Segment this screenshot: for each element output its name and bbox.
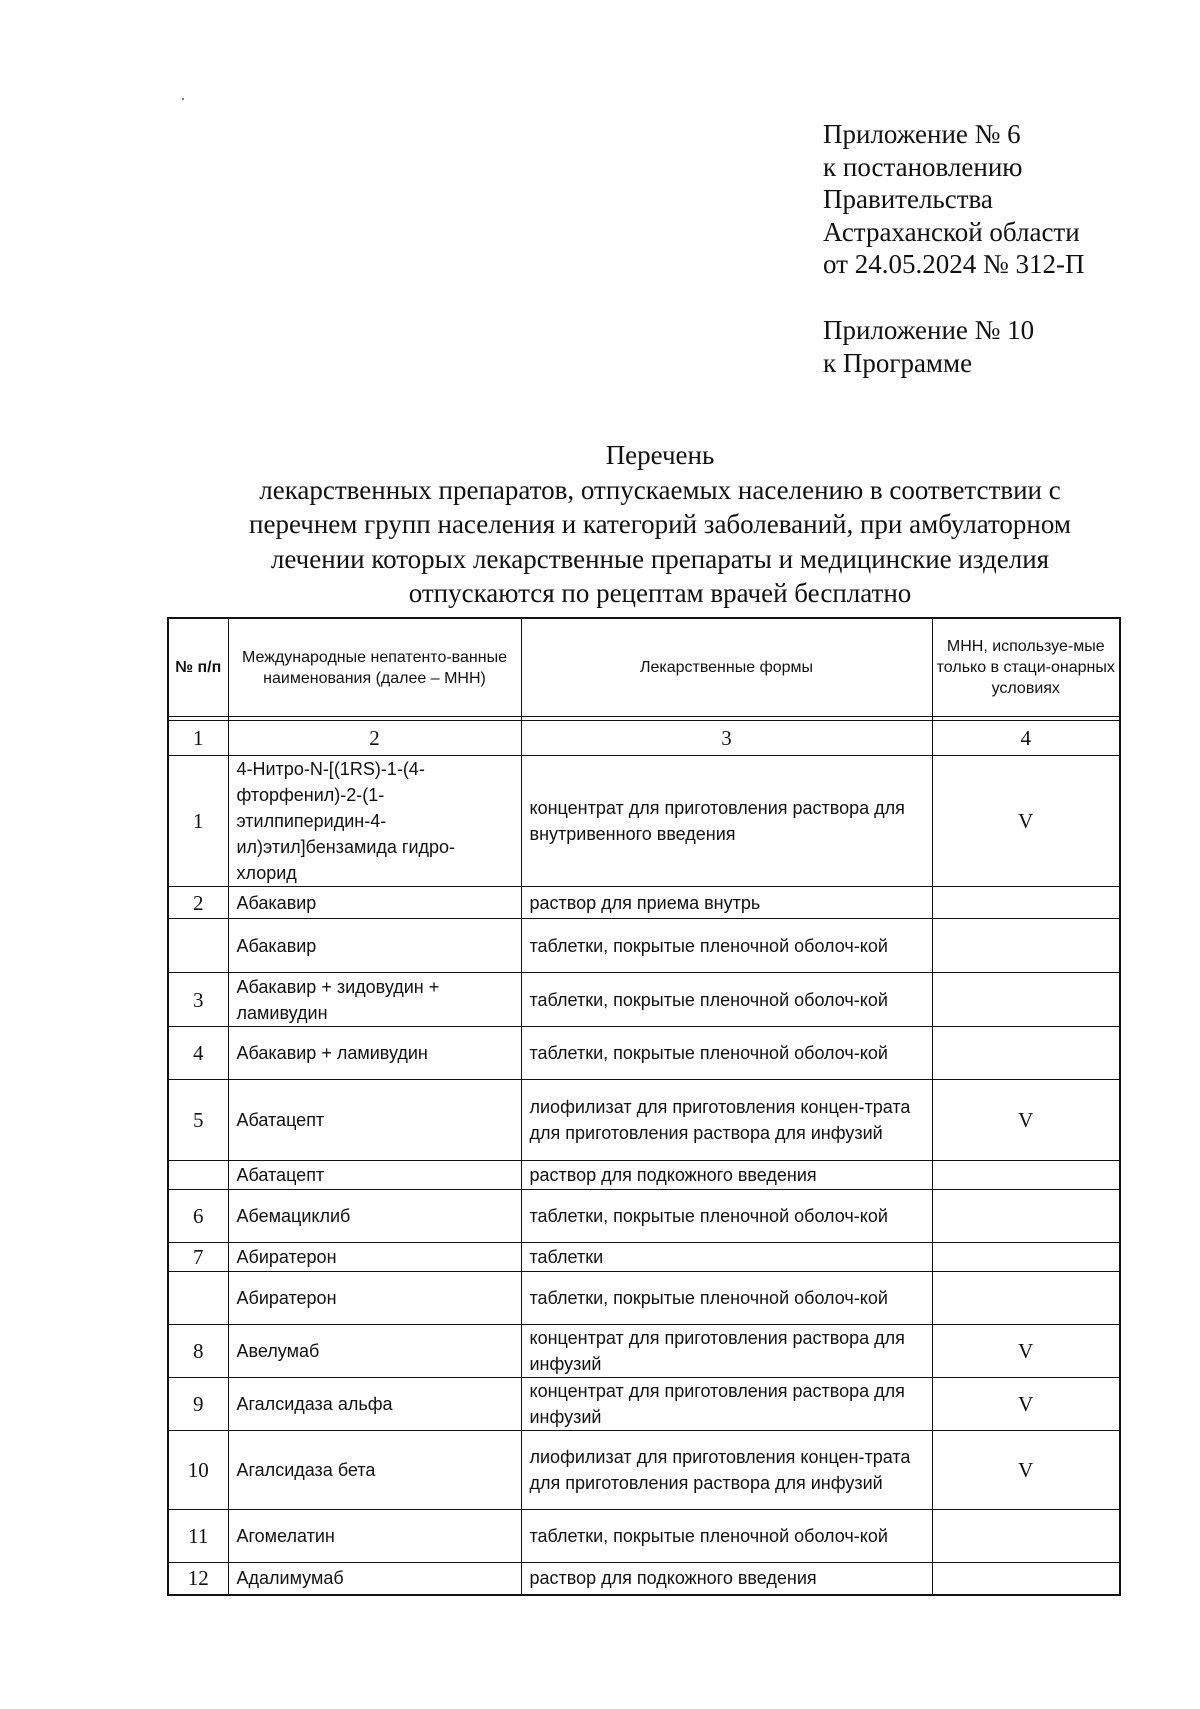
table-body bbox=[168, 756, 1120, 1595]
header-row bbox=[168, 618, 1120, 717]
row-hospital-mark bbox=[932, 1027, 1120, 1080]
table-row bbox=[168, 1510, 1120, 1563]
header-inn: Международные непатенто-ванные наименования (далее – МНН) bbox=[228, 618, 521, 717]
row-number: 4 bbox=[168, 1027, 228, 1080]
row-hospital-mark bbox=[932, 1272, 1120, 1325]
title-line: перечнем групп населения и категорий заболеваний, при амбулаторном bbox=[249, 509, 1071, 539]
row-number bbox=[168, 919, 228, 973]
column-number: 1 bbox=[168, 721, 228, 756]
row-inn: 4-Нитро-N-[(1RS)-1-(4-фторфенил)-2-(1-этилпиперидин-4-ил)этил]бензамида гидро-хлорид bbox=[228, 756, 521, 887]
row-form: таблетки, покрытые пленочной оболоч-кой bbox=[521, 1272, 932, 1325]
column-number-row bbox=[168, 721, 1120, 756]
table-row bbox=[168, 1161, 1120, 1190]
row-form: лиофилизат для приготовления концен-трата для приготовления раствора для инфузий bbox=[521, 1080, 932, 1161]
appendix-6-line: Приложение № 6 bbox=[823, 119, 1021, 149]
row-inn: Абакавир bbox=[228, 919, 521, 973]
table-row bbox=[168, 1080, 1120, 1161]
row-form: таблетки, покрытые пленочной оболоч-кой bbox=[521, 919, 932, 973]
table-row bbox=[168, 887, 1120, 919]
table-row bbox=[168, 1325, 1120, 1378]
appendix-6-line: от 24.05.2024 № 312-П bbox=[823, 249, 1085, 279]
appendix-6-line: Правительства bbox=[823, 184, 993, 214]
row-number: 2 bbox=[168, 887, 228, 919]
row-inn: Авелумаб bbox=[228, 1325, 521, 1378]
row-number: 11 bbox=[168, 1510, 228, 1563]
row-hospital-mark bbox=[932, 973, 1120, 1027]
row-form: лиофилизат для приготовления концен-трата для приготовления раствора для инфузий bbox=[521, 1431, 932, 1510]
row-inn: Адалимумаб bbox=[228, 1563, 521, 1595]
row-number: 10 bbox=[168, 1431, 228, 1510]
row-inn: Абиратерон bbox=[228, 1243, 521, 1272]
appendix-6-line: Астраханской области bbox=[823, 216, 1080, 247]
table-row bbox=[168, 1272, 1120, 1325]
appendix-10-line: Приложение № 10 bbox=[823, 315, 1035, 345]
appendix-10-line: к Программе bbox=[823, 347, 973, 378]
row-number: 8 bbox=[168, 1325, 228, 1378]
title-line: Перечень bbox=[605, 440, 715, 470]
column-number: 4 bbox=[932, 721, 1120, 756]
row-number: 12 bbox=[168, 1563, 228, 1595]
row-number: 9 bbox=[168, 1378, 228, 1431]
header-hospital-only: МНН, используе-мые только в стаци-онарных условиях bbox=[932, 618, 1120, 717]
table-row bbox=[168, 756, 1120, 887]
row-hospital-mark: V bbox=[932, 1080, 1120, 1161]
row-number: 5 bbox=[168, 1080, 228, 1161]
row-inn: Абиратерон bbox=[228, 1272, 521, 1325]
row-form: раствор для приема внутрь bbox=[521, 887, 932, 919]
column-number: 2 bbox=[228, 721, 521, 756]
row-inn: Агалсидаза альфа bbox=[228, 1378, 521, 1431]
table-row bbox=[168, 1378, 1120, 1431]
column-number: 3 bbox=[521, 721, 932, 756]
document-title bbox=[200, 438, 1120, 611]
medicines-table bbox=[167, 617, 1121, 1596]
title-line: лечении которых лекарственные препараты и медицинские изделия bbox=[270, 543, 1050, 574]
row-hospital-mark bbox=[932, 1510, 1120, 1563]
row-number: 1 bbox=[168, 756, 228, 887]
row-form: таблетки bbox=[521, 1243, 932, 1272]
table-row bbox=[168, 1563, 1120, 1595]
row-hospital-mark: V bbox=[932, 1378, 1120, 1431]
table-row bbox=[168, 919, 1120, 973]
table-row bbox=[168, 1027, 1120, 1080]
row-hospital-mark bbox=[932, 919, 1120, 973]
header-number: № п/п bbox=[168, 618, 228, 717]
title-line: отпускаются по рецептам врачей бесплатно bbox=[408, 578, 912, 608]
row-form: таблетки, покрытые пленочной оболоч-кой bbox=[521, 1027, 932, 1080]
header-dosage-form: Лекарственные формы bbox=[521, 618, 932, 717]
row-inn: Агомелатин bbox=[228, 1510, 521, 1563]
row-hospital-mark: V bbox=[932, 1325, 1120, 1378]
row-form: таблетки, покрытые пленочной оболоч-кой bbox=[521, 1190, 932, 1243]
row-form: таблетки, покрытые пленочной оболоч-кой bbox=[521, 1510, 932, 1563]
row-hospital-mark bbox=[932, 1563, 1120, 1595]
row-form: таблетки, покрытые пленочной оболоч-кой bbox=[521, 973, 932, 1027]
scan-speck bbox=[182, 98, 184, 100]
row-inn: Абатацепт bbox=[228, 1080, 521, 1161]
row-hospital-mark bbox=[932, 887, 1120, 919]
table-row bbox=[168, 1190, 1120, 1243]
appendix-10-header bbox=[823, 314, 1153, 379]
row-form: концентрат для приготовления раствора для инфузий bbox=[521, 1325, 932, 1378]
table-header bbox=[168, 618, 1120, 717]
row-inn: Абакавир + зидовудин + ламивудин bbox=[228, 973, 521, 1027]
row-form: раствор для подкожного введения bbox=[521, 1563, 932, 1595]
row-hospital-mark bbox=[932, 1243, 1120, 1272]
title-line: лекарственных препаратов, отпускаемых населению в соответствии с bbox=[259, 474, 1061, 505]
row-inn: Абакавир bbox=[228, 887, 521, 919]
row-inn: Абакавир + ламивудин bbox=[228, 1027, 521, 1080]
row-number: 3 bbox=[168, 973, 228, 1027]
row-form: концентрат для приготовления раствора для инфузий bbox=[521, 1378, 932, 1431]
row-number bbox=[168, 1161, 228, 1190]
table-row bbox=[168, 1431, 1120, 1510]
row-form: раствор для подкожного введения bbox=[521, 1161, 932, 1190]
row-form: концентрат для приготовления раствора для внутривенного введения bbox=[521, 756, 932, 887]
row-inn: Агалсидаза бета bbox=[228, 1431, 521, 1510]
row-number: 6 bbox=[168, 1190, 228, 1243]
row-hospital-mark: V bbox=[932, 1431, 1120, 1510]
row-inn: Абатацепт bbox=[228, 1161, 521, 1190]
row-number bbox=[168, 1272, 228, 1325]
row-hospital-mark bbox=[932, 1161, 1120, 1190]
appendix-6-line: к постановлению bbox=[823, 151, 1023, 182]
row-hospital-mark: V bbox=[932, 756, 1120, 887]
appendix-6-header bbox=[823, 118, 1153, 281]
row-number: 7 bbox=[168, 1243, 228, 1272]
row-hospital-mark bbox=[932, 1190, 1120, 1243]
table-row bbox=[168, 973, 1120, 1027]
row-inn: Абемациклиб bbox=[228, 1190, 521, 1243]
table-row bbox=[168, 1243, 1120, 1272]
table-numbering bbox=[168, 717, 1120, 756]
